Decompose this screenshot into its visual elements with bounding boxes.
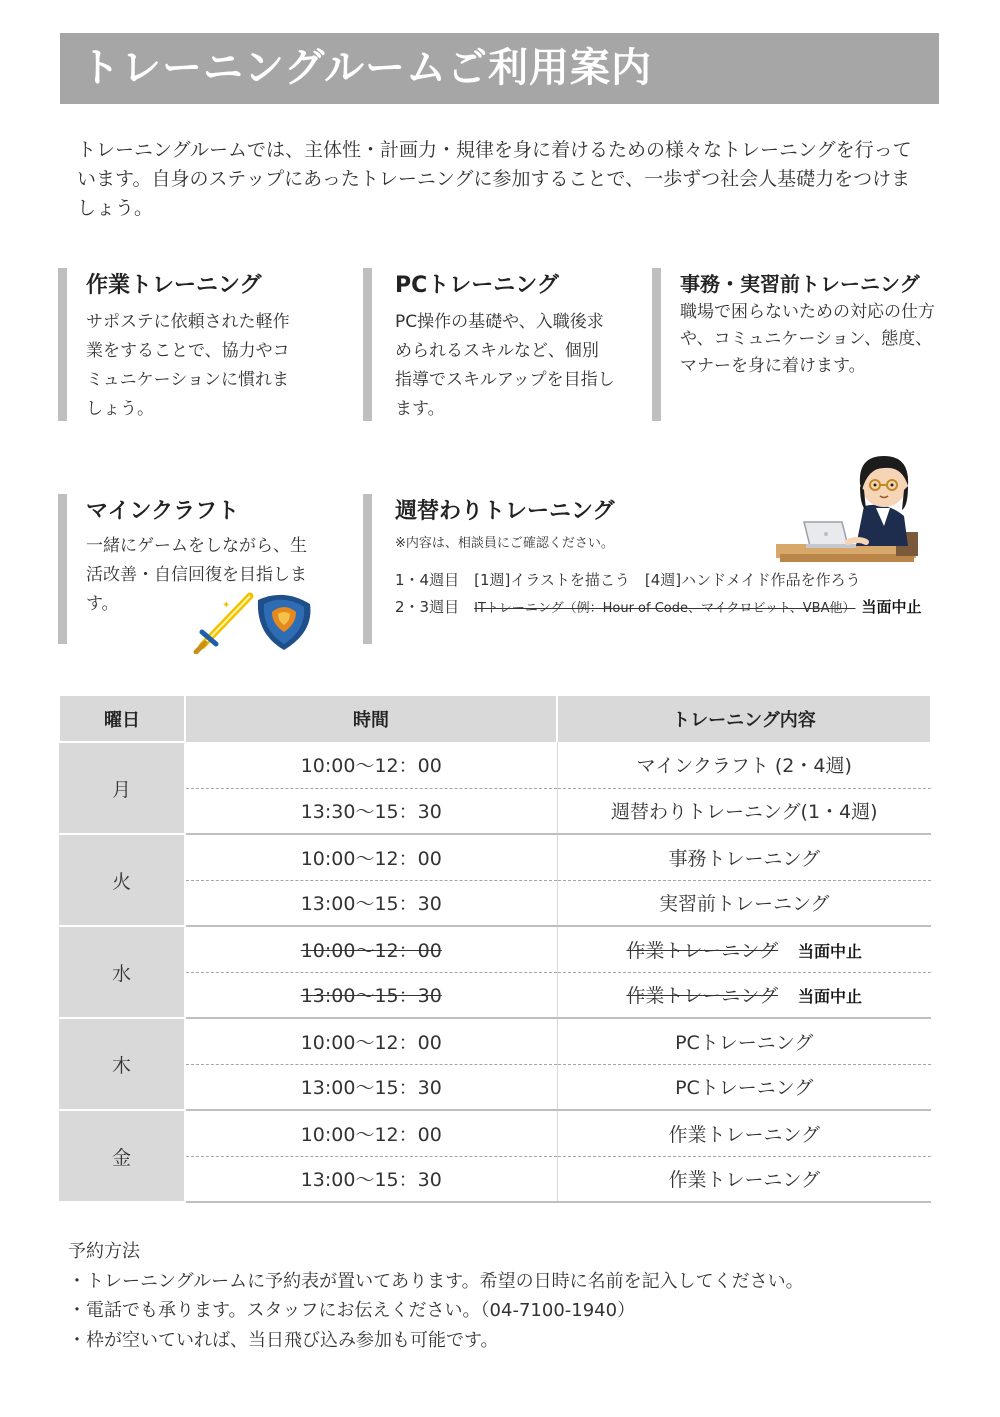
header-time: 時間: [185, 696, 557, 742]
content-text: 作業トレーニング: [626, 985, 779, 1008]
card-title: マインクラフト: [86, 499, 240, 524]
content-text: 作業トレーニング: [626, 939, 779, 962]
table-header-row: [59, 696, 931, 742]
time-cell: 10:00～12：00: [185, 1018, 557, 1064]
table-row: [59, 1064, 931, 1110]
card-accent-bar: [652, 268, 661, 421]
content-cell: マインクラフト (2・4週): [557, 742, 931, 788]
reservation-item: ・枠が空いていれば、当日飛び込み参加も可能です。: [68, 1329, 499, 1351]
table-row: [59, 926, 931, 972]
content-cell: 作業トレーニング: [557, 1110, 931, 1156]
table-row: [59, 788, 931, 834]
time-cell: 10:00～12：00: [185, 1110, 557, 1156]
halt-label: 当面中止: [798, 987, 863, 1007]
content-cell: PCトレーニング: [557, 1064, 931, 1110]
header-content: トレーニング内容: [557, 696, 931, 742]
time-cell: 10:00～12：00: [185, 834, 557, 880]
halt-label: 当面中止: [798, 941, 863, 961]
reservation-heading: 予約方法: [68, 1241, 140, 1262]
sword-icon: [196, 596, 250, 652]
card-title: 週替わりトレーニング: [395, 499, 615, 524]
time-cell: 10:00～12：00: [185, 742, 557, 788]
card-accent-bar: [58, 494, 67, 644]
card-body: PC操作の基礎や、入職後求められるスキルなど、個別指導でスキルアップを目指します。: [395, 312, 615, 419]
table-row: [59, 742, 931, 788]
reservation-item: ・トレーニングルームに予約表が置いてあります。希望の日時に名前を記入してください。: [68, 1270, 804, 1292]
weekly-line-2-label: 2・3週目: [395, 598, 475, 616]
card-accent-bar: [363, 494, 372, 644]
card-accent-bar: [58, 268, 67, 421]
table-row: [59, 972, 931, 1018]
card-body: サポステに依頼された軽作業をすることで、協力やコミュニケーションに慣れましょう。: [86, 312, 290, 419]
table-row: [59, 834, 931, 880]
content-cell: 事務トレーニング: [557, 834, 931, 880]
time-cell: 13:00～15：30: [185, 1064, 557, 1110]
day-cell: 月: [59, 742, 185, 834]
time-cell: 10:00～12：00: [185, 926, 557, 972]
card-title: PCトレーニング: [395, 273, 559, 298]
weekly-line-2: [395, 596, 922, 617]
shield-icon: [258, 595, 311, 650]
time-cell: 13:00～15：30: [185, 1156, 557, 1202]
content-cell: 週替わりトレーニング(1・4週): [557, 788, 931, 834]
card-title: 事務・実習前トレーニング: [680, 272, 920, 296]
content-cell: [557, 972, 931, 1018]
time-cell: 13:00～15：30: [185, 972, 557, 1018]
card-accent-bar: [363, 268, 372, 421]
reservation-section: [68, 1237, 948, 1355]
card-title: 作業トレーニング: [86, 273, 262, 298]
content-cell: 作業トレーニング: [557, 1156, 931, 1202]
day-cell: 金: [59, 1110, 185, 1202]
table-row: [59, 880, 931, 926]
content-cell: 実習前トレーニング: [557, 880, 931, 926]
header-day: 曜日: [59, 696, 185, 742]
table-row: [59, 1110, 931, 1156]
intro-text: トレーニングルームでは、主体性・計画力・規律を身に着けるための様々なトレーニングを行っています。自身のステップにあったトレーニングに参加することで、一歩ずつ社会人基礎力をつけましょう。: [77, 139, 912, 219]
card-body: 職場で困らないための対応の仕方や、コミュニケーション、態度、マナーを身に着けます。: [680, 302, 935, 376]
sword-shield-illustration: [192, 588, 322, 654]
table-row: [59, 1156, 931, 1202]
time-cell: 13:00～15：30: [185, 880, 557, 926]
person-laptop-illustration: [776, 446, 922, 566]
day-cell: 木: [59, 1018, 185, 1110]
svg-text:✦: ✦: [222, 600, 231, 611]
content-cell: PCトレーニング: [557, 1018, 931, 1064]
table-row: [59, 1018, 931, 1064]
weekly-line-2-struck: ITトレーニング（例：Hour of Code、マイクロビット、VBA他）: [474, 601, 856, 616]
content-cell: [557, 926, 931, 972]
weekly-line-1: 1・4週目 [1週]イラストを描こう [4週]ハンドメイド作品を作ろう: [395, 571, 861, 589]
day-cell: 水: [59, 926, 185, 1018]
day-cell: 火: [59, 834, 185, 926]
weekly-note: ※内容は、相談員にご確認ください。: [395, 536, 614, 551]
weekly-line-2-halt: 当面中止: [861, 598, 922, 616]
page-title: トレーニングルームご利用案内: [60, 33, 939, 104]
reservation-item: ・電話でも承ります。スタッフにお伝えください。（04-7100-1940）: [68, 1300, 636, 1321]
time-cell: 13:30～15：30: [185, 788, 557, 834]
card-body: 一緒にゲームをしながら、生活改善・自信回復を目指します。: [86, 536, 307, 614]
schedule-table: [58, 696, 932, 1203]
